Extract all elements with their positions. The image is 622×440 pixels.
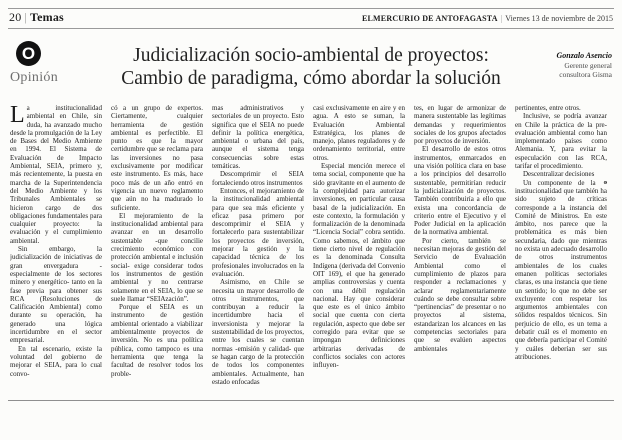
section-label (9, 10, 64, 25)
page-number: 20 (9, 10, 22, 24)
header-rule (8, 28, 614, 29)
article-paragraph: Entonces, el mejoramiento de la institucionalidad ambiental para que sea más eficiente y eficaz pasa primero por descomprimir el SEIA y fortalecerlo para sustentabilizar los proyectos de inversión, mejorar la gestión y la capacidad técnica de los profesionales involucrados en la evaluación. (212, 186, 304, 278)
masthead (362, 14, 613, 23)
article-column-1 (10, 104, 102, 384)
article-headline (60, 44, 562, 90)
byline (557, 51, 613, 80)
article-subheading: Descomprimir el SEIA fortaleciendo otros instrumentos (212, 170, 304, 187)
article-column-6 (515, 104, 607, 384)
article-paragraph: El mejoramiento de la institucionalidad ambiental para avanzar en un desarrollo sustentable -que concilie crecimiento económico con protección ambiental e inclusión social- exige considerar todos los instrumentos de gestión ambiental y no centrarse solamente en el SEIA, lo que se suele llamar “SEIAzación”. (111, 211, 203, 303)
opinion-section-label: Opinión (10, 70, 58, 85)
headline-line1: Judicialización socio-ambiental de proyectos: (133, 45, 489, 66)
article-paragraph: Por cierto, también se necesitan mejoras de gestión del Servicio de Evaluación Ambiental como el cumplimiento de plazos para responder a reclamaciones y aclarar reglamentariamente cuándo se debe consultar sobre “pertinencias” de presentar o no proyectos al sistema, estandarizan los alcances en las competencias sectoriales para que se evalúen aspectos ambientales (414, 236, 506, 353)
opinion-logo-icon (16, 41, 41, 66)
end-of-article-mark: os (603, 179, 607, 186)
article-paragraph: La institucionalidad ambiental en Chile, sin duda, ha avanzado mucho desde la promulgación de la Ley de Bases del Medio Ambiente en 1994. El Sistema de Evaluación de Impacto Ambiental, SEIA, primero y, más recientemente, la puesta en marcha de la Superintendencia del Medio Ambiente y los Tribunales Ambientales se hicieron cargo de dos obligaciones fundamentales para cualquier proyecto: la evaluación y el cumplimiento ambiental. (10, 104, 102, 245)
edition-date: Viernes 13 de noviembre de 2015 (505, 14, 613, 23)
article-paragraph: pertinentes, entre otros. (515, 104, 581, 112)
article-paragraph: Sin embargo, la judicialización de iniciativas de gran envergadura -especialmente de los sectores minero y energético- tanto en la fase previa para obtener sus RCA (Resoluciones de Calificación Ambiental) como durante su operación, ha generado una lógica incertidumbre en el sector empresarial. (10, 245, 102, 345)
article-paragraph: tes, en lugar de armonizar de manera sustentable las legítimas demandas y requerimientos sociales de los grupos afectados por proyectos de inversión. (414, 104, 506, 146)
article-paragraph: Asimismo, en Chile se necesita un mayor desarrollo de otros instrumentos, que contribuyan a reducir la incertidumbre hacia el inversionista y mejorar la sustentabilidad de los proyectos, entre los cuales se cuentan normas -emisión y calidad- que se hagan cargo de la protección de todos los componentes ambientales. Actualmente, han estado enfocadas (212, 278, 304, 384)
article-body (10, 104, 612, 384)
article-column-4 (313, 104, 405, 384)
article-paragraph: có a un grupo de expertos. Ciertamente, cualquier herramienta de gestión ambiental es perfectible. El punto es que la mayor certidumbre que se reclama para las inversiones no pasa exclusivamente por modificar este instrumento. Es más, hace poco más de un año entró en vigencia un nuevo reglamento que aún no ha madurado lo suficiente. (111, 104, 203, 212)
author-role-line1: Gerente general (564, 60, 612, 70)
newspaper-name: ELMERCURIO DE ANTOFAGASTA (361, 14, 498, 23)
section-separator: | (24, 10, 28, 24)
top-rule (8, 8, 614, 9)
article-subheading: Descentralizar decisiones (523, 170, 595, 179)
article-paragraph: Porque el SEIA es un instrumento de gestión ambiental orientado a viabilizar ambientalmente proyectos de inversión. No es una política pública, como tampoco es una herramienta que tenga la facultad de resolver todos los proble- (111, 303, 203, 378)
author-name: Gonzalo Asencio (556, 51, 612, 60)
drop-cap: L (10, 104, 25, 128)
headline-line2: Cambio de paradigma, cómo abordar la solución (121, 68, 501, 89)
bottom-rule (8, 400, 614, 401)
article-paragraph: casi exclusivamente en aire y en agua. A esto se suman, la Evaluación Ambiental Estratégica, los planes de manejo, planes reguladores y de ordenamiento territorial, entre otros. (313, 104, 405, 162)
article-column-3 (212, 104, 304, 384)
article-column-2 (111, 104, 203, 384)
article-paragraph: os Un componente de la institucionalidad que también ha sido sujeto de críticas corresponde a la instancia del Comité de Ministros. En este ámbito, nos parece que la problemática es más bien secundaria, dado que mientras no exista un adecuado desarrollo de otros instrumentos ambientales de los cuales emanen políticas sectoriales claras, es una instancia que tiene un sentido; lo que no debe ser excluyente con respetar los argumentos ambientales con sólidos respaldos técnicos. Sin perjuicio de ello, es un tema a debatir cuál es el momento en que debería participar el Comité y cuáles deberían ser sus atribuciones. (515, 178, 607, 361)
masthead-separator: | (500, 14, 503, 23)
author-role-line2: consultora Gisma (559, 70, 612, 79)
article-paragraph: El desarrollo de estos otros instrumentos, enmarcados en una visión política clara en base a los principios del desarrollo sustentable, permitirían reducir la judicialización de proyectos. También contribuiría a ello que exista una concordancia de criterio entre el Ejecutivo y el Poder Judicial en la aplicación de la normativa ambiental. (414, 145, 506, 237)
article-paragraph: En tal escenario, existe la voluntad del gobierno de mejorar el SEIA, para lo cual convo- (10, 344, 102, 378)
article-paragraph: mas administrativos y sectoriales de un proyecto. Esto significa que el SEIA no puede definir la política energética, ambiental o urbana del país, aunque el sistema tenga consecuencias sobre estas temáticas. (212, 104, 304, 171)
article-paragraph: Especial mención merece el tema social, componente que ha sido gravitante en el aumento de la complejidad para autorizar inversiones, en particular causa basal de la judicialización. En este contexto, la formulación y formalización de la denominada “Licencia Social” cobra sentido. Como sabemos, el ámbito que tiene cierto nivel de regulación es la denominada Consulta Indígena (derivada del Convenio OIT 169), el que ha generado amplias controversias y cuenta con una débil regulación nacional. Hay que considerar que este es el único ámbito social que cuenta con cierta regulación, aspecto que debe ser corregido para evitar que se impongan definiciones arbitrarias derivadas de conflictos sociales con actores influyen- (313, 162, 405, 370)
article-paragraph: Inclusive, se podría avanzar en Chile la práctica de la pre-evaluación ambiental como han implementado países como Alemania. Y, para evitar la especulación con las RCA, tarifar el procedimiento. (515, 112, 607, 171)
article-column-5 (414, 104, 506, 384)
section-name: Temas (30, 10, 64, 24)
opinion-logo-letter: O (21, 43, 36, 63)
